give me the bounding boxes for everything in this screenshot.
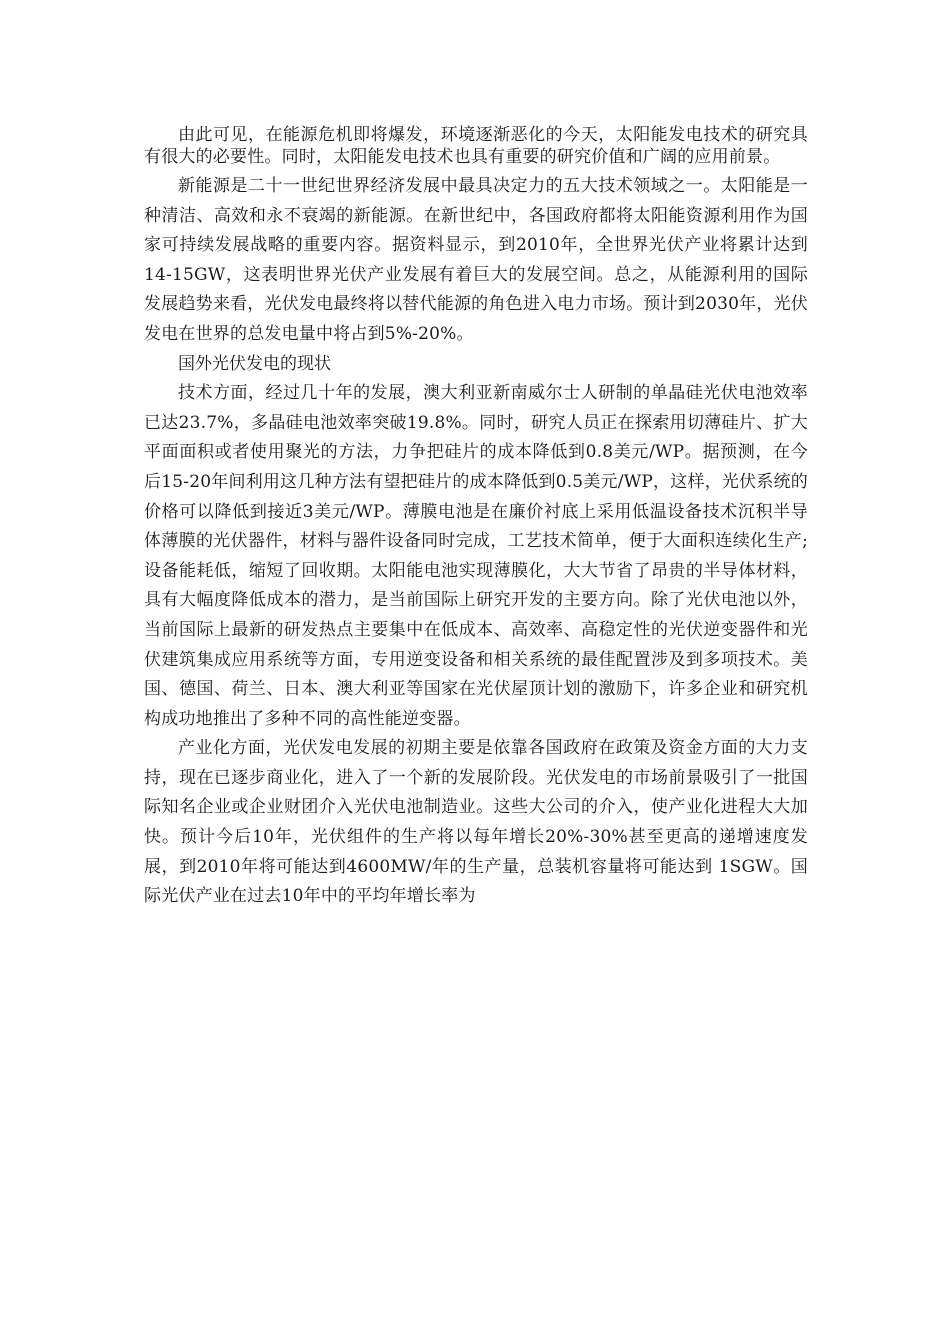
paragraph-intro: 由此可见，在能源危机即将爆发，环境逐渐恶化的今天，太阳能发电技术的研究具有很大的必要性。同时，太阳能发电技术也具有重要的研究价值和广阔的应用前景。 bbox=[144, 125, 808, 167]
paragraph-new-energy: 新能源是二十一世纪世界经济发展中最具决定力的五大技术领域之一。太阳能是一种清洁、高效和永不衰竭的新能源。在新世纪中，各国政府都将太阳能资源利用作为国家可持续发展战略的重要内容。据资料显示，到2010年，全世界光伏产业将累计达到14-15GW，这表明世界光伏产业发展有着巨大的发展空间。总之，从能源利用的国际发展趋势来看，光伏发电最终将以替代能源的角色进入电力市场。预计到2030年，光伏发电在世界的总发电量中将占到5%-20%。 bbox=[144, 176, 808, 344]
document-page bbox=[144, 124, 808, 912]
paragraph-industrialization: 产业化方面，光伏发电发展的初期主要是依靠各国政府在政策及资金方面的大力支持，现在已逐步商业化，进入了一个新的发展阶段。光伏发电的市场前景吸引了一批国际知名企业或企业财团介入光伏电池制造业。这些大公司的介入，使产业化进程大大加快。预计今后10年，光伏组件的生产将以每年增长20%-30%甚至更高的递增速度发展，到2010年将可能达到4600MW/年的生产量，总装机容量将可能达到 1SGW。国际光伏产业在过去10年中的平均年增长率为 bbox=[144, 738, 808, 907]
section-heading: 国外光伏发电的现状 bbox=[178, 353, 331, 374]
paragraph-technology: 技术方面，经过几十年的发展，澳大利亚新南威尔士人研制的单晶硅光伏电池效率已达23.7%，多晶硅电池效率突破19.8%。同时，研究人员正在探索用切薄硅片、扩大平面面积或者使用聚光的方法，力争把硅片的成本降低到0.8美元/WP。据预测，在今后15-20年间利用这几种方法有望把硅片的成本降低到0.5美元/WP，这样，光伏系统的价格可以降低到接近3美元/WP。薄膜电池是在廉价衬底上采用低温设备技术沉积半导体薄膜的光伏器件，材料与器件设备同时完成，工艺技术简单，便于大面积连续化生产;设备能耗低，缩短了回收期。太阳能电池实现薄膜化，大大节省了昂贵的半导体材料，具有大幅度降低成本的潜力，是当前国际上研究开发的主要方向。除了光伏电池以外，当前国际上最新的研发热点主要集中在低成本、高效率、高稳定性的光伏逆变器件和光伏建筑集成应用系统等方面，专用逆变设备和相关系统的最佳配置涉及到多项技术。美国、德国、荷兰、日本、澳大利亚等国家在光伏屋顶计划的激励下，许多企业和研究机构成功地推出了多种不同的高性能逆变器。 bbox=[144, 383, 808, 729]
